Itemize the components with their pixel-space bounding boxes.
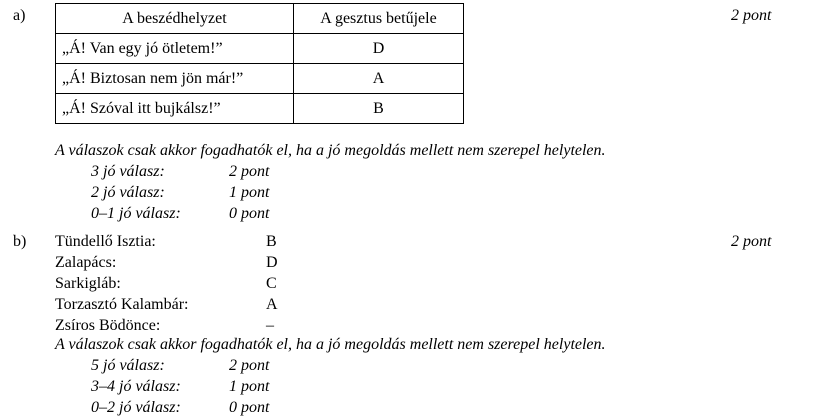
part-b-item-answer-4: –: [266, 317, 274, 334]
table-row: [56, 34, 464, 64]
part-b-scoring-points-0: 2 pont: [229, 357, 270, 374]
table-row: [56, 64, 464, 94]
part-b-label: b): [13, 233, 27, 250]
part-b-scoring-answers-2: 0–2 jó válasz:: [91, 399, 181, 416]
part-b-item-answer-3: A: [266, 296, 278, 313]
part-b-item-name-3: Torzasztó Kalambár:: [55, 296, 189, 313]
table-cell-gesture: A: [294, 64, 464, 94]
table-cell-situation: „Á! Szóval itt bujkálsz!”: [56, 94, 294, 124]
table-cell-situation: „Á! Biztosan nem jön már!”: [56, 64, 294, 94]
part-b-item-answer-2: C: [266, 275, 277, 292]
part-b-item-answer-0: B: [266, 233, 277, 250]
part-a-scoring-points-2: 0 pont: [229, 205, 270, 222]
part-b-item-name-4: Zsíros Bödönce:: [55, 317, 161, 334]
part-b-note: A válaszok csak akkor fogadhatók el, ha a jó megoldás mellett nem szerepel helytelen.: [55, 336, 606, 353]
part-a-scoring-answers-0: 3 jó válasz:: [91, 163, 165, 180]
table-header-situation: A beszédhelyzet: [56, 4, 294, 34]
table-header-row: [56, 4, 464, 34]
part-a-note: A válaszok csak akkor fogadhatók el, ha a jó megoldás mellett nem szerepel helytelen.: [55, 142, 606, 159]
part-b-scoring-answers-1: 3–4 jó válasz:: [91, 378, 181, 395]
part-b-item-name-2: Sarkigláb:: [55, 275, 121, 292]
part-b-points: 2 pont: [731, 233, 772, 250]
part-a-scoring-answers-1: 2 jó válasz:: [91, 184, 165, 201]
table-row: [56, 94, 464, 124]
answer-table: [55, 3, 464, 124]
table-cell-gesture: B: [294, 94, 464, 124]
table-cell-situation: „Á! Van egy jó ötletem!”: [56, 34, 294, 64]
part-a-scoring-points-1: 1 pont: [229, 184, 270, 201]
part-b-scoring-points-1: 1 pont: [229, 378, 270, 395]
part-a-points: 2 pont: [731, 7, 772, 24]
part-b-item-name-1: Zalapács:: [55, 254, 117, 271]
part-a-scoring-points-0: 2 pont: [229, 163, 270, 180]
part-b-scoring-points-2: 0 pont: [229, 399, 270, 416]
table-header-gesture: A gesztus betűjele: [294, 4, 464, 34]
part-a-label: a): [13, 7, 26, 24]
table-cell-gesture: D: [294, 34, 464, 64]
part-b-scoring-answers-0: 5 jó válasz:: [91, 357, 165, 374]
part-b-item-answer-1: D: [266, 254, 278, 271]
part-b-item-name-0: Tündellő Isztia:: [55, 233, 156, 250]
part-a-scoring-answers-2: 0–1 jó válasz:: [91, 205, 181, 222]
